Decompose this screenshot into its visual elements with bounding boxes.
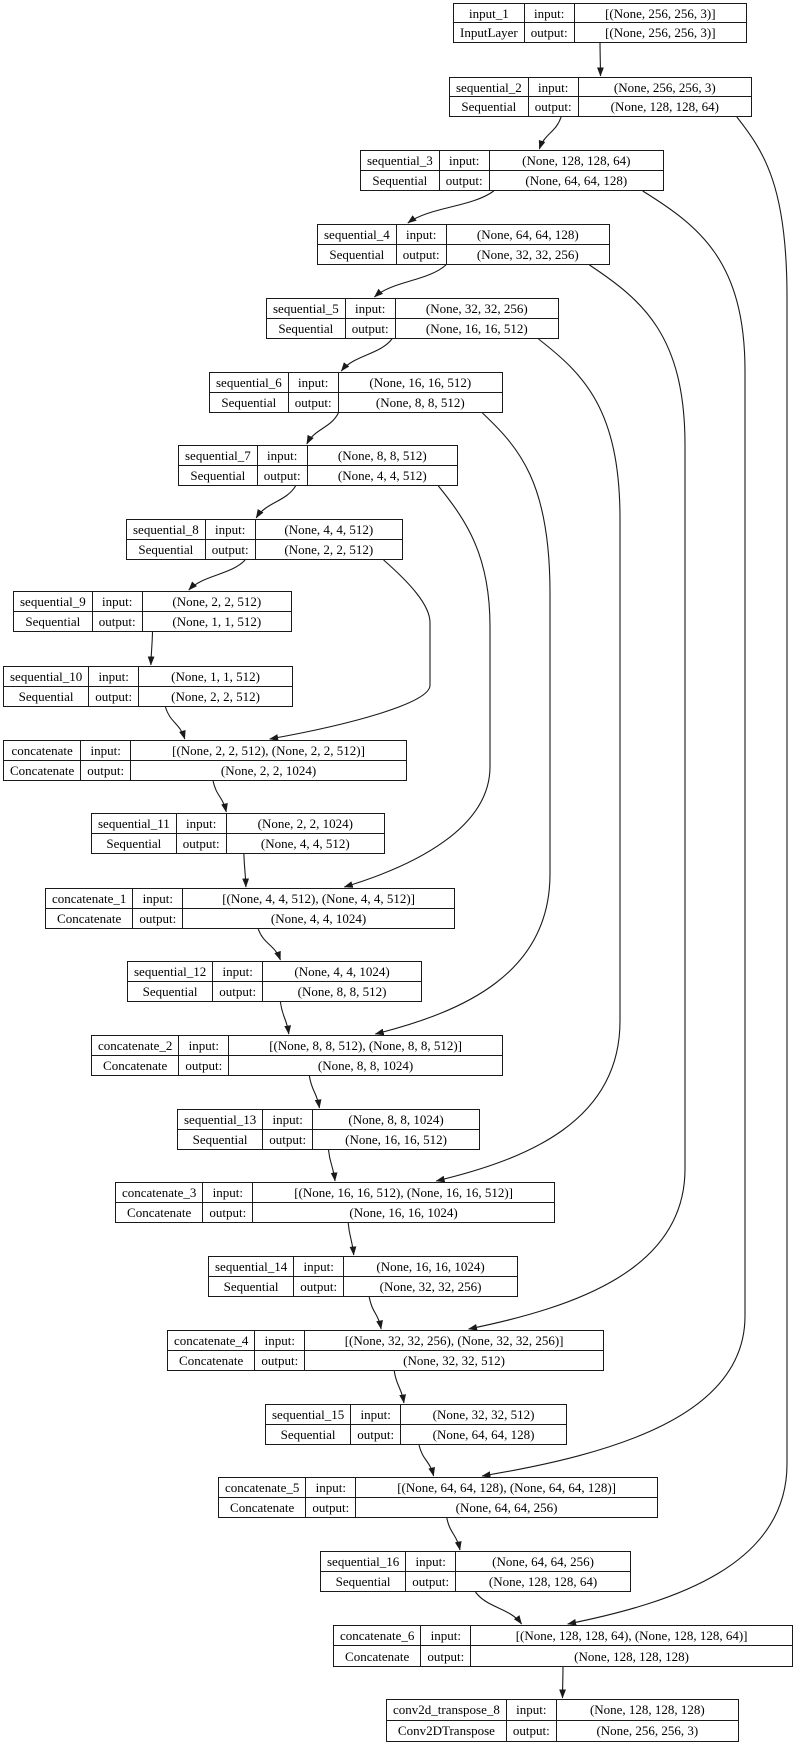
- layer-name: sequential_14: [209, 1257, 294, 1277]
- layer-type: Sequential: [361, 171, 440, 191]
- layer-input-shape: (None, 2, 2, 1024): [227, 814, 384, 834]
- input-label: input:: [406, 1552, 456, 1572]
- input-label: input:: [203, 1183, 253, 1203]
- layer-input-shape: (None, 32, 32, 512): [401, 1405, 566, 1425]
- input-label: input:: [525, 4, 575, 23]
- layer-type: Sequential: [92, 834, 177, 854]
- layer-input-shape: [(None, 2, 2, 512), (None, 2, 2, 512)]: [131, 741, 406, 761]
- layer-name: sequential_4: [318, 225, 397, 245]
- layer-name: concatenate_6: [334, 1626, 421, 1646]
- edge-input_1-to-sequential_2: [600, 43, 601, 76]
- layer-type: Sequential: [210, 393, 289, 413]
- edge-sequential_14-to-concatenate_4: [369, 1297, 381, 1329]
- layer-name: sequential_3: [361, 151, 440, 171]
- layer-type: Sequential: [450, 97, 529, 116]
- layer-node-sequential_14: [208, 1256, 518, 1297]
- output-label: output:: [93, 612, 143, 632]
- layer-input-shape: (None, 1, 1, 512): [139, 667, 292, 687]
- edge-sequential_4-to-sequential_5: [374, 265, 446, 297]
- layer-node-sequential_7: [178, 445, 458, 486]
- layer-output-shape: (None, 128, 128, 128): [574, 1648, 689, 1664]
- layer-type: Conv2DTranspose: [387, 1721, 507, 1742]
- layer-input-shape: (None, 4, 4, 512): [256, 520, 402, 540]
- input-label: input:: [206, 520, 256, 540]
- layer-name: concatenate: [4, 741, 81, 761]
- layer-input-shape: [(None, 32, 32, 256), (None, 32, 32, 256)]: [305, 1331, 603, 1351]
- layer-node-concatenate_2: [91, 1035, 503, 1076]
- layer-name: input_1: [454, 4, 525, 23]
- layer-type: Sequential: [14, 612, 93, 632]
- output-label: output:: [406, 1572, 456, 1592]
- layer-node-sequential_6: [209, 372, 503, 413]
- edge-concatenate_1-to-sequential_12: [258, 929, 280, 960]
- edge-concatenate-to-sequential_11: [213, 781, 226, 812]
- edge-sequential_3-to-sequential_4: [408, 191, 494, 223]
- layer-type: Sequential: [318, 245, 397, 265]
- output-label: output:: [177, 834, 227, 854]
- layer-output-shape: (None, 2, 2, 512): [284, 541, 374, 557]
- layer-node-sequential_13: [177, 1109, 480, 1150]
- layer-output-shape: (None, 4, 4, 512): [337, 467, 427, 483]
- layer-node-sequential_5: [266, 298, 559, 339]
- layer-output-shape: (None, 256, 256, 3): [596, 1723, 699, 1739]
- edge-sequential_6-to-concatenate_2: [375, 413, 550, 1034]
- edge-sequential_12-to-concatenate_2: [280, 1002, 288, 1034]
- layer-input-shape: [(None, 8, 8, 512), (None, 8, 8, 512)]: [229, 1036, 502, 1056]
- output-label: output:: [89, 687, 139, 707]
- layer-node-sequential_12: [127, 961, 422, 1002]
- layer-type: Sequential: [209, 1277, 294, 1297]
- input-label: input:: [213, 962, 263, 982]
- edge-sequential_8-to-sequential_9: [189, 560, 245, 590]
- input-label: input:: [255, 1331, 305, 1351]
- layer-type: Sequential: [266, 1425, 351, 1445]
- layer-node-sequential_4: [317, 224, 610, 265]
- layer-output-shape: (None, 64, 64, 256): [455, 1499, 558, 1515]
- layer-node-sequential_3: [360, 150, 664, 191]
- layer-name: concatenate_5: [219, 1478, 306, 1498]
- layer-input-shape: (None, 32, 32, 256): [396, 299, 558, 319]
- layer-node-sequential_2: [449, 77, 752, 117]
- layer-name: sequential_13: [178, 1110, 263, 1130]
- input-label: input:: [306, 1478, 356, 1498]
- layer-type: Sequential: [128, 982, 213, 1002]
- input-label: input:: [93, 592, 143, 612]
- layer-output-shape: (None, 32, 32, 256): [476, 246, 579, 262]
- layer-name: concatenate_4: [168, 1331, 255, 1351]
- edge-concatenate_5-to-sequential_16: [447, 1518, 460, 1550]
- output-label: output:: [440, 171, 490, 191]
- layer-name: sequential_6: [210, 373, 289, 393]
- output-label: output:: [351, 1425, 401, 1445]
- edge-sequential_2-to-concatenate_6: [568, 117, 787, 1624]
- layer-node-sequential_16: [320, 1551, 631, 1592]
- input-label: input:: [529, 78, 579, 97]
- edge-sequential_4-to-concatenate_4: [469, 265, 685, 1329]
- layer-name: sequential_10: [4, 667, 89, 687]
- layer-output-shape: (None, 2, 2, 1024): [220, 762, 317, 778]
- output-label: output:: [206, 540, 256, 560]
- layer-input-shape: (None, 128, 128, 64): [490, 151, 663, 171]
- layer-input-shape: [(None, 16, 16, 512), (None, 16, 16, 512)]: [253, 1183, 554, 1203]
- output-label: output:: [81, 761, 131, 781]
- layer-node-concatenate_6: [333, 1625, 793, 1667]
- input-label: input:: [421, 1626, 471, 1646]
- layer-name: sequential_16: [321, 1552, 406, 1572]
- output-label: output:: [529, 97, 579, 116]
- edge-sequential_13-to-concatenate_3: [329, 1150, 336, 1181]
- edge-sequential_6-to-sequential_7: [307, 413, 339, 444]
- layer-node-concatenate_1: [45, 888, 455, 929]
- input-label: input:: [89, 667, 139, 687]
- output-label: output:: [133, 909, 183, 929]
- layer-type: Sequential: [127, 540, 206, 560]
- output-label: output:: [213, 982, 263, 1002]
- layer-input-shape: (None, 16, 16, 512): [339, 373, 502, 393]
- layer-output-shape: (None, 4, 4, 1024): [270, 910, 367, 926]
- layer-output-shape: (None, 1, 1, 512): [172, 613, 262, 629]
- output-label: output:: [507, 1721, 557, 1742]
- layer-input-shape: (None, 64, 64, 256): [456, 1552, 630, 1572]
- layer-input-shape: (None, 2, 2, 512): [143, 592, 291, 612]
- layer-output-shape: (None, 4, 4, 512): [260, 835, 350, 851]
- output-label: output:: [203, 1203, 253, 1223]
- layer-type: Concatenate: [46, 909, 133, 929]
- layer-node-concatenate: [3, 740, 407, 781]
- layer-input-shape: (None, 256, 256, 3): [579, 78, 751, 97]
- layer-type: Sequential: [178, 1130, 263, 1150]
- layer-input-shape: [(None, 64, 64, 128), (None, 64, 64, 128)]: [356, 1478, 657, 1498]
- input-label: input:: [81, 741, 131, 761]
- layer-output-shape: (None, 8, 8, 512): [375, 394, 465, 410]
- edge-sequential_8-to-concatenate: [270, 560, 430, 739]
- layer-node-sequential_9: [13, 591, 292, 632]
- layer-name: sequential_15: [266, 1405, 351, 1425]
- layer-output-shape: (None, 8, 8, 1024): [317, 1057, 414, 1073]
- layer-output-shape: (None, 128, 128, 64): [488, 1573, 598, 1589]
- output-label: output:: [258, 466, 308, 486]
- layer-name: sequential_11: [92, 814, 177, 834]
- layer-node-sequential_8: [126, 519, 403, 560]
- output-label: output:: [255, 1351, 305, 1371]
- edge-sequential_10-to-concatenate: [165, 707, 184, 739]
- layer-name: sequential_9: [14, 592, 93, 612]
- layer-output-shape: [(None, 256, 256, 3)]: [605, 25, 716, 40]
- layer-type: Concatenate: [116, 1203, 203, 1223]
- layer-input-shape: (None, 16, 16, 1024): [344, 1257, 517, 1277]
- output-label: output:: [346, 319, 396, 339]
- layer-output-shape: (None, 2, 2, 512): [171, 688, 260, 704]
- layer-name: sequential_8: [127, 520, 206, 540]
- layer-input-shape: (None, 8, 8, 1024): [313, 1110, 479, 1130]
- layer-output-shape: (None, 8, 8, 512): [297, 983, 387, 999]
- output-label: output:: [179, 1056, 229, 1076]
- layer-input-shape: [(None, 4, 4, 512), (None, 4, 4, 512)]: [183, 889, 454, 909]
- layer-name: sequential_7: [179, 446, 258, 466]
- input-label: input:: [258, 446, 308, 466]
- layer-name: concatenate_1: [46, 889, 133, 909]
- output-label: output:: [294, 1277, 344, 1297]
- layer-node-sequential_15: [265, 1404, 567, 1445]
- layer-output-shape: (None, 16, 16, 1024): [349, 1204, 458, 1220]
- edge-concatenate_6-to-conv2d_transpose_8: [563, 1667, 564, 1698]
- layer-type: Sequential: [179, 466, 258, 486]
- input-label: input:: [346, 299, 396, 319]
- input-label: input:: [177, 814, 227, 834]
- edge-sequential_16-to-concatenate_6: [476, 1592, 522, 1624]
- layer-type: InputLayer: [454, 23, 525, 42]
- layer-node-concatenate_4: [167, 1330, 604, 1371]
- input-label: input:: [294, 1257, 344, 1277]
- layer-node-sequential_11: [91, 813, 385, 854]
- layer-output-shape: (None, 32, 32, 512): [403, 1352, 505, 1368]
- edge-sequential_7-to-sequential_8: [256, 486, 295, 518]
- layer-type: Concatenate: [168, 1351, 255, 1371]
- edge-sequential_2-to-sequential_3: [539, 117, 561, 149]
- layer-output-shape: (None, 64, 64, 128): [432, 1426, 535, 1442]
- layer-name: conv2d_transpose_8: [387, 1700, 507, 1721]
- layer-output-shape: (None, 16, 16, 512): [425, 320, 528, 336]
- layer-type: Sequential: [267, 319, 346, 339]
- output-label: output:: [525, 23, 575, 42]
- layer-name: sequential_5: [267, 299, 346, 319]
- input-label: input:: [179, 1036, 229, 1056]
- edge-sequential_3-to-concatenate_5: [482, 191, 745, 1476]
- edge-sequential_11-to-concatenate_1: [244, 854, 246, 887]
- layer-type: Sequential: [4, 687, 89, 707]
- input-label: input:: [440, 151, 490, 171]
- edge-sequential_5-to-sequential_6: [341, 339, 392, 371]
- layer-node-sequential_10: [3, 666, 293, 707]
- output-label: output:: [263, 1130, 313, 1150]
- layer-name: concatenate_2: [92, 1036, 179, 1056]
- layer-type: Concatenate: [4, 761, 81, 781]
- layer-output-shape: (None, 16, 16, 512): [345, 1131, 447, 1147]
- layer-name: sequential_12: [128, 962, 213, 982]
- input-label: input:: [351, 1405, 401, 1425]
- layer-type: Concatenate: [219, 1498, 306, 1518]
- input-label: input:: [397, 225, 447, 245]
- layer-name: sequential_2: [450, 78, 529, 97]
- input-label: input:: [133, 889, 183, 909]
- layer-node-conv2d_transpose_8: [386, 1699, 739, 1742]
- output-label: output:: [397, 245, 447, 265]
- input-label: input:: [263, 1110, 313, 1130]
- edge-concatenate_2-to-sequential_13: [309, 1076, 319, 1108]
- layer-name: concatenate_3: [116, 1183, 203, 1203]
- layer-output-shape: (None, 64, 64, 128): [525, 172, 628, 188]
- layer-input-shape: (None, 128, 128, 128): [557, 1700, 738, 1721]
- edge-sequential_9-to-sequential_10: [151, 632, 153, 665]
- edge-concatenate_3-to-sequential_14: [348, 1223, 354, 1255]
- layer-type: Sequential: [321, 1572, 406, 1592]
- layer-output-shape: (None, 32, 32, 256): [379, 1278, 482, 1294]
- edge-concatenate_4-to-sequential_15: [394, 1371, 404, 1403]
- edge-sequential_15-to-concatenate_5: [419, 1445, 434, 1476]
- layer-input-shape: (None, 4, 4, 1024): [263, 962, 421, 982]
- layer-input-shape: (None, 64, 64, 128): [447, 225, 609, 245]
- layer-node-input_1: [453, 3, 747, 43]
- output-label: output:: [306, 1498, 356, 1518]
- layer-input-shape: [(None, 256, 256, 3)]: [575, 4, 746, 23]
- layer-node-concatenate_3: [115, 1182, 555, 1223]
- layer-type: Concatenate: [334, 1646, 421, 1666]
- layer-node-concatenate_5: [218, 1477, 658, 1518]
- layer-input-shape: [(None, 128, 128, 64), (None, 128, 128, 64)]: [471, 1626, 792, 1646]
- output-label: output:: [289, 393, 339, 413]
- layer-output-shape: (None, 128, 128, 64): [610, 99, 719, 114]
- input-label: input:: [289, 373, 339, 393]
- layer-type: Concatenate: [92, 1056, 179, 1076]
- layer-input-shape: (None, 8, 8, 512): [308, 446, 457, 466]
- output-label: output:: [421, 1646, 471, 1666]
- input-label: input:: [507, 1700, 557, 1721]
